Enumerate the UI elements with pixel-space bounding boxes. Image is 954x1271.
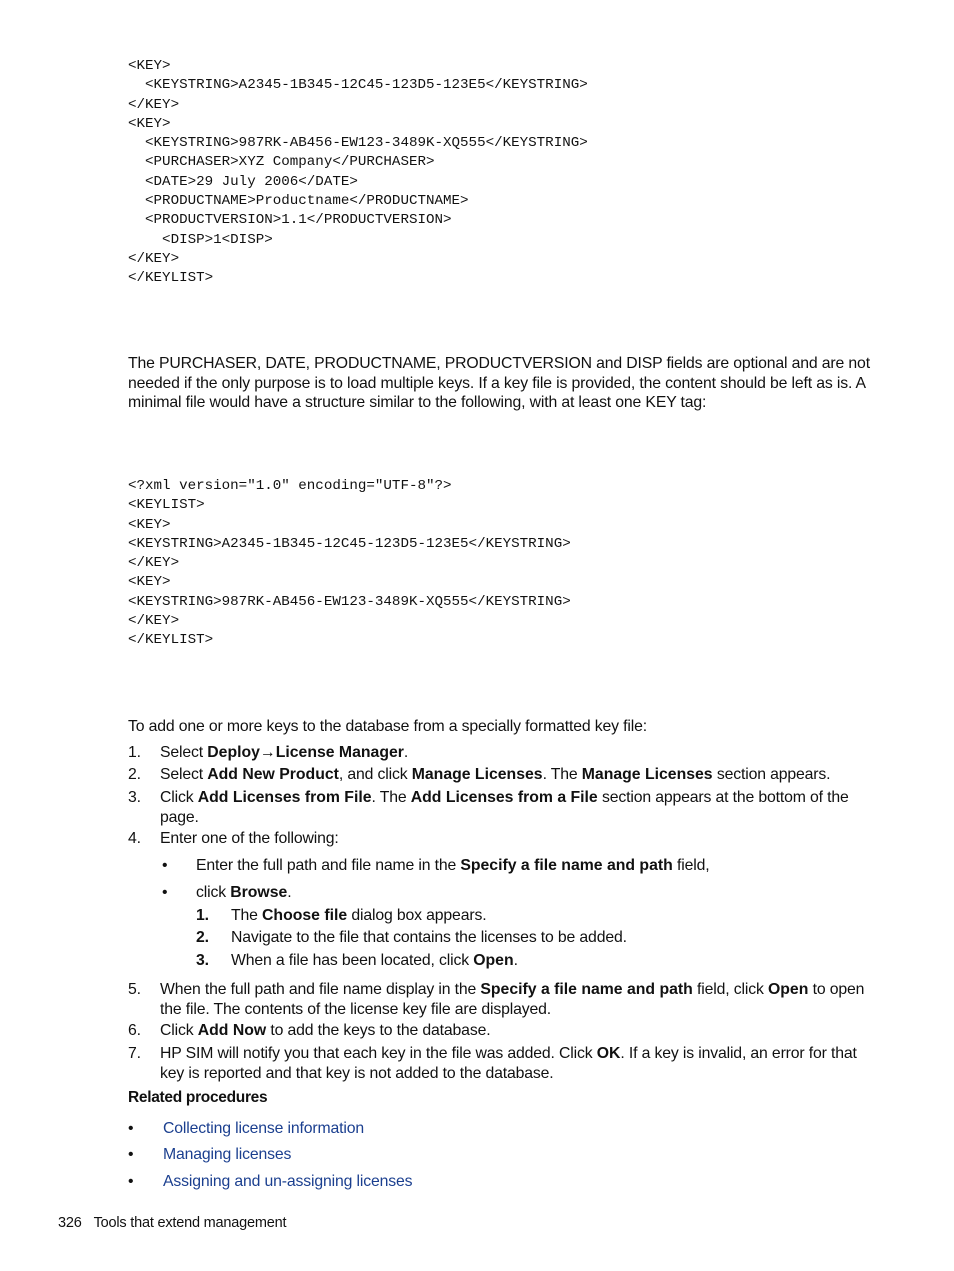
- substep-number: 2.: [196, 929, 209, 946]
- bullet-icon: •: [162, 884, 168, 901]
- arrow-icon: →: [259, 744, 276, 761]
- option-bullet-path: [162, 856, 862, 876]
- step-text: field, click: [692, 981, 768, 998]
- step-text: .: [403, 744, 409, 761]
- ui-term-specify-file-name: Specify a file name and path: [480, 981, 693, 998]
- bullet-icon: •: [128, 1173, 134, 1190]
- bullet-text: click: [196, 884, 231, 901]
- bullet-text: .: [287, 884, 292, 901]
- substep-text: dialog box appears.: [347, 907, 487, 924]
- step-text: , and click: [338, 766, 412, 783]
- ui-term-ok: OK: [596, 1045, 621, 1062]
- substep-text: .: [513, 952, 518, 969]
- step-number: 4.: [128, 830, 141, 847]
- step-5: [128, 980, 870, 1019]
- ui-term-deploy: Deploy: [207, 744, 260, 761]
- ui-term-open: Open: [767, 981, 809, 998]
- step-text: to open the file. The contents of the license key file are displayed.: [160, 981, 865, 1018]
- link-managing-licenses[interactable]: Managing licenses: [163, 1146, 292, 1163]
- step-number: 1.: [128, 744, 141, 761]
- ui-term-browse: Browse: [230, 884, 288, 901]
- step-text: When the full path and file name display in the: [160, 981, 481, 998]
- step-text: Click: [160, 1022, 198, 1039]
- bullet-icon: •: [128, 1120, 134, 1137]
- step-2: [128, 765, 870, 785]
- ui-term-open: Open: [473, 952, 514, 969]
- substep-text: Navigate to the file that contains the licenses to be added.: [231, 929, 627, 946]
- step-text: . The: [542, 766, 582, 783]
- substep-number: 3.: [196, 952, 209, 969]
- step-text: section appears at the bottom of the page.: [160, 789, 849, 826]
- page-number: 326: [58, 1215, 82, 1231]
- step-number: 3.: [128, 789, 141, 806]
- bullet-text: field,: [672, 857, 710, 874]
- step-text: section appears.: [712, 766, 831, 783]
- step-number: 5.: [128, 981, 141, 998]
- bullet-icon: •: [128, 1146, 134, 1163]
- bullet-text: Enter the full path and file name in the: [196, 857, 461, 874]
- step-text: . The: [371, 789, 411, 806]
- substep-text: The: [231, 907, 263, 924]
- related-procedures-heading: Related procedures: [128, 1089, 268, 1106]
- optional-fields-paragraph: The PURCHASER, DATE, PRODUCTNAME, PRODUCTVERSION and DISP fields are optional and are not needed if the only purpose is to load multiple keys. If a key file is provided, the content should be left as is. A minimal file would have a structure similar to the following, with at least one KEY tag:: [128, 355, 870, 411]
- substep-number: 1.: [196, 907, 209, 924]
- step-number: 2.: [128, 766, 141, 783]
- link-assigning-licenses[interactable]: Assigning and un-assigning licenses: [163, 1173, 413, 1190]
- ui-term-add-now: Add Now: [197, 1022, 267, 1039]
- ui-term-manage-licenses: Manage Licenses: [581, 766, 713, 783]
- step-number: 6.: [128, 1022, 141, 1039]
- procedure-intro: To add one or more keys to the database from a specially formatted key file:: [128, 718, 647, 735]
- step-text: to add the keys to the database.: [266, 1022, 491, 1039]
- step-1: [128, 743, 870, 763]
- ui-term-add-new-product: Add New Product: [207, 766, 339, 783]
- code-block-minimal-keylist: <?xml version="1.0" encoding="UTF-8"?> <KEYLIST> <KEY> <KEYSTRING>A2345-1B345-12C45-123D5-123E5</KEYSTRING> </KEY> <KEY> <KEYSTRING>987RK-AB456-EW123-3489K-XQ555</KEYSTRING> </KEY> </KEYLIST>: [128, 478, 571, 649]
- step-6: [128, 1021, 870, 1041]
- code-block-keylist-full: <KEY> <KEYSTRING>A2345-1B345-12C45-123D5-123E5</KEYSTRING> </KEY> <KEY> <KEYSTRING>987RK-AB456-EW123-3489K-XQ555</KEYSTRING> <PURCHASER>XYZ Company</PURCHASER> <DATE>29 July 2006</DATE> <PRODUCTNAME>Productname</PRODUCTNAME> <PRODUCTVERSION>1.1</PRODUCTVERSION> <DISP>1<DISP> </KEY> </KEYLIST>: [128, 58, 588, 287]
- bullet-icon: •: [162, 857, 168, 874]
- link-collecting-license-information[interactable]: Collecting license information: [163, 1120, 364, 1137]
- ui-term-add-licenses-from-file: Add Licenses from File: [197, 789, 372, 806]
- substep-1: [196, 906, 856, 926]
- related-item: [128, 1145, 291, 1165]
- substep-text: When a file has been located, click: [231, 952, 474, 969]
- ui-term-license-manager: License Manager: [275, 744, 404, 761]
- option-bullet-browse: [162, 883, 862, 903]
- step-text: Click: [160, 789, 198, 806]
- page-footer: [58, 1215, 286, 1231]
- step-text: Enter one of the following:: [160, 830, 339, 847]
- ui-term-manage-licenses: Manage Licenses: [411, 766, 543, 783]
- step-text: HP SIM will notify you that each key in the file was added. Click: [160, 1045, 597, 1062]
- step-7: [128, 1044, 870, 1083]
- step-text: . If a key is invalid, an error for that key is reported and that key is not added to the database.: [160, 1045, 857, 1082]
- related-item: [128, 1119, 364, 1139]
- footer-section-title: Tools that extend management: [93, 1215, 287, 1231]
- substep-2: [196, 928, 856, 948]
- step-3: [128, 788, 870, 827]
- ui-term-specify-file-name: Specify a file name and path: [460, 857, 673, 874]
- step-text: Select: [160, 744, 208, 761]
- substep-3: [196, 951, 856, 971]
- step-4: [128, 829, 870, 849]
- ui-term-add-licenses-from-a-file: Add Licenses from a File: [410, 789, 598, 806]
- related-item: [128, 1172, 412, 1192]
- step-text: Select: [160, 766, 208, 783]
- ui-term-choose-file: Choose file: [262, 907, 348, 924]
- step-number: 7.: [128, 1045, 141, 1062]
